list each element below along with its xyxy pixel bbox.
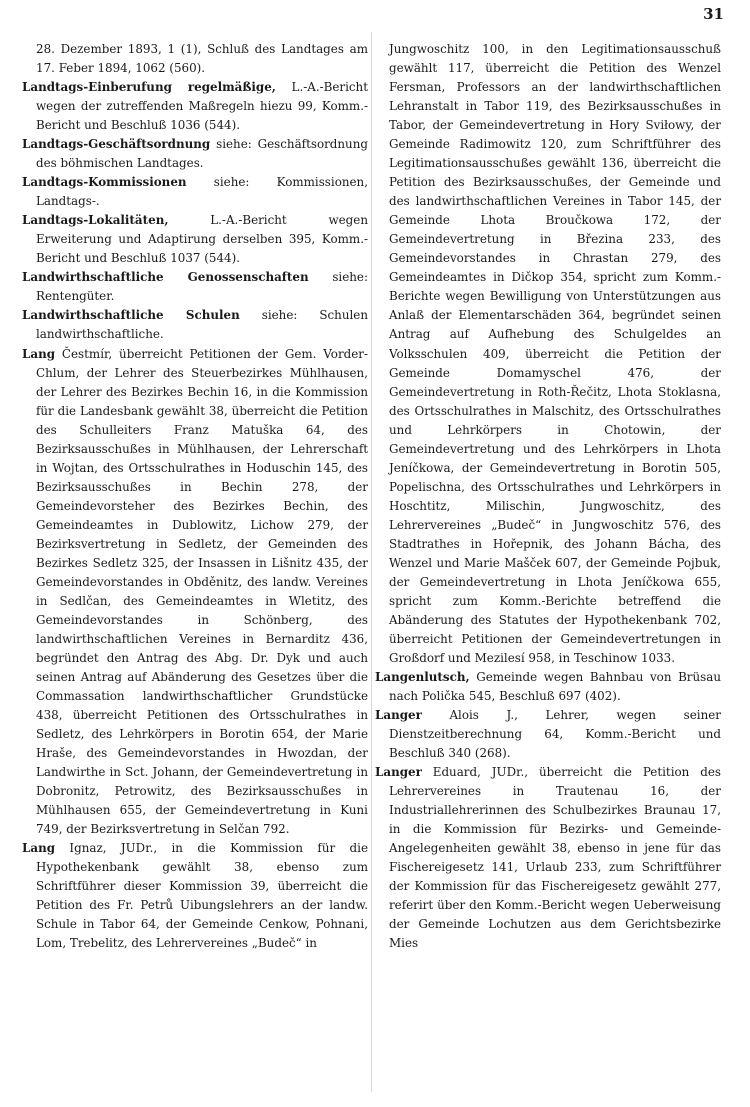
entry-text: L.-A.-Bericht wegen Erweiterung und Adaptirung derselben 395, Komm.-Bericht und Beschluß 1037 (544). <box>36 213 368 266</box>
index-entry <box>22 306 368 344</box>
left-column <box>22 40 368 954</box>
right-column <box>375 40 721 954</box>
index-entry <box>22 211 368 268</box>
entry-text: L.-A.-Bericht wegen der zutreffenden Maßregeln hiezu 99, Komm.-Bericht und Beschluß 1036 (544). <box>36 80 368 133</box>
entry-text: siehe: Schulen landwirthschaftliche. <box>36 308 368 342</box>
index-entry <box>375 40 721 668</box>
entry-text: Alois J., Lehrer, wegen seiner Dienstzeitberechnung 64, Komm.-Bericht und Beschluß 340 (268). <box>389 708 721 761</box>
column-divider <box>371 32 372 1092</box>
entry-text: Čestmír, überreicht Petitionen der Gem. Vorder-Chlum, der Lehrer des Steuerbezirkes Mühlhausen, der Lehrer des Bezirkes Bechin 16, in die Kommission für die Landesbank gewählt 38, überreicht die Petition des Schulleiters Franz Matuška 64, des Bezirksausschußes in Mühlhausen, der Lehrerschaft in Wojtan, des Ortsschulrathes in Hoduschin 145, des Bezirksausschußes in Bechin 278, der Gemeindevorsteher des Bezirkes Bechin, des Gemeindeamtes in Dublowitz, Lichow 279, der Bezirksvertretung in Sedletz, der Gemeinden des Bezirkes Sedletz 325, der Insassen in Lišnitz 435, der Gemeindevorstandes in Obděnitz, des landw. Vereines in Sedlčan, des Gemeindeamtes in Wletitz, des Gemeindevorstandes in Schönberg, des landwirthschaftlichen Vereines in Bernarditz 436, begründet den Antrag des Abg. Dr. Dyk und auch seinen Antrag auf Abänderung des Gesetzes über die Commassation landwirthschaftlicher Grundstücke 438, überreicht Petitionen des Ortsschulrathes in Sedletz, des Lehrkörpers in Borotin 654, der Marie Hraše, des Gemeindevorstandes in Hwozdan, der Landwirthe in Sct. Johann, der Gemeindevertretung in Dobronitz, Petrowitz, des Bezirksausschußes in Mühlhausen 655, der Gemeindevertretung in Kuni 749, der Bezirksvertretung in Selčan 792. <box>36 346 368 837</box>
entry-heading: Langer <box>375 765 422 780</box>
entry-heading: Landtags-Lokalitäten, <box>22 213 169 228</box>
index-entry <box>22 78 368 135</box>
entry-heading: Landwirthschaftliche Schulen <box>22 308 240 323</box>
entry-heading: Landtags-Einberufung regelmäßige, <box>22 80 276 95</box>
entry-text: Eduard, JUDr., überreicht die Petition des Lehrervereines in Trautenau 16, der Industriallehrerinnen des Schulbezirkes Braunau 17, in die Kommission für Bezirks- und Gemeinde-Angelegenheiten gewählt 38, ebenso in jene für das Fischereigesetz 141, Urlaub 233, zum Schriftführer der Kommission für das Fischereigesetz gewählt 277, referirt über den Komm.-Bericht wegen Ueberweisung der Gemeinde Lochutzen aus dem Gerichtsbezirke Mies <box>389 765 721 951</box>
entry-heading: Langenlutsch, <box>375 670 470 685</box>
entry-text: Ignaz, JUDr., in die Kommission für die Hypothekenbank gewählt 38, ebenso zum Schriftführer dieser Kommission 39, überreicht die Petition des Fr. Petrů Uibungslehrers an der landw. Schule in Tabor 64, der Gemeinde Cenkow, Pohnani, Lom, Trebelitz, des Lehrervereines „Budeč“ in <box>36 841 368 951</box>
entry-heading: Landtags-Kommissionen <box>22 175 187 190</box>
index-entry <box>375 668 721 706</box>
entry-text: 28. Dezember 1893, 1 (1), Schluß des Landtages am 17. Feber 1894, 1062 (560). <box>36 42 368 76</box>
page-number: 31 <box>703 5 724 23</box>
index-entry <box>375 763 721 953</box>
entry-heading: Landtags-Geschäftsordnung <box>22 137 211 152</box>
index-entry <box>22 40 368 78</box>
entry-text: siehe: Rentengüter. <box>36 270 368 304</box>
index-entry <box>22 345 368 840</box>
entry-text: siehe: Kommissionen, Landtags-. <box>36 175 368 209</box>
index-entry <box>22 173 368 211</box>
entry-text: Gemeinde wegen Bahnbau von Brüsau nach Polička 545, Beschluß 697 (402). <box>389 670 721 704</box>
index-entry <box>375 706 721 763</box>
entry-text: Jungwoschitz 100, in den Legitimationsausschuß gewählt 117, überreicht die Petition des Wenzel Fersman, Professors an der landwirthschaftlichen Lehranstalt in Tabor 119, des Bezirksausschußes in Tabor, der Gemeindevertretung in Hory Sviłowy, der Gemeinde Radimowitz 120, zum Schriftführer des Legitimationsausschußes gewählt 136, überreicht die Petition des Bezirksausschußes, der Gemeinde und des landwirthschaftlichen Vereines in Tabor 145, der Gemeinde Lhota Broučkowa 172, der Gemeindevertretung in Březina 233, des Gemeindevorstandes in Chrastan 279, des Gemeindeamtes in Dičkop 354, spricht zum Komm.-Berichte wegen Bewilligung von Unterstützungen aus Anlaß der Elementarschäden 364, begründet seinen Antrag auf Aufhebung des Schulgeldes an Volksschulen 409, überreicht die Petition der Gemeinde Domamyschel 476, der Gemeindevertretung in Roth-Řečitz, Lhota Stoklasna, des Ortsschulrathes in Malschitz, des Ortsschulrathes und Lehrkörpers in Chotowin, der Gemeindevertretung und des Lehrkörpers in Lhota Jeníčkowa, der Gemeindevertretung in Borotin 505, Popelischna, des Ortsschulrathes und Lehrkörpers in Hoschtitz, Milischin, Jungwoschitz, des Lehrervereines „Budeč“ in Jungwoschitz 576, des Stadtrathes in Hořepnik, des Johann Bácha, des Wenzel und Marie Mašček 607, der Gemeinde Pojbuk, der Gemeindevertretung in Lhota Jeníčkowa 655, spricht zum Komm.-Berichte betreffend die Abänderung des Statutes der Hypothekenbank 702, überreicht Petitionen der Gemeindevertretungen in Großdorf und Mezilesí 958, in Teschinow 1033. <box>389 42 721 665</box>
index-entry <box>22 839 368 953</box>
entry-heading: Lang <box>22 346 56 361</box>
entry-heading: Lang <box>22 841 56 856</box>
entry-text: siehe: Geschäftsordnung des böhmischen Landtages. <box>36 137 368 171</box>
index-entry <box>22 135 368 173</box>
entry-heading: Langer <box>375 708 422 723</box>
entry-heading: Landwirthschaftliche Genossenschaften <box>22 270 309 285</box>
index-entry <box>22 268 368 306</box>
